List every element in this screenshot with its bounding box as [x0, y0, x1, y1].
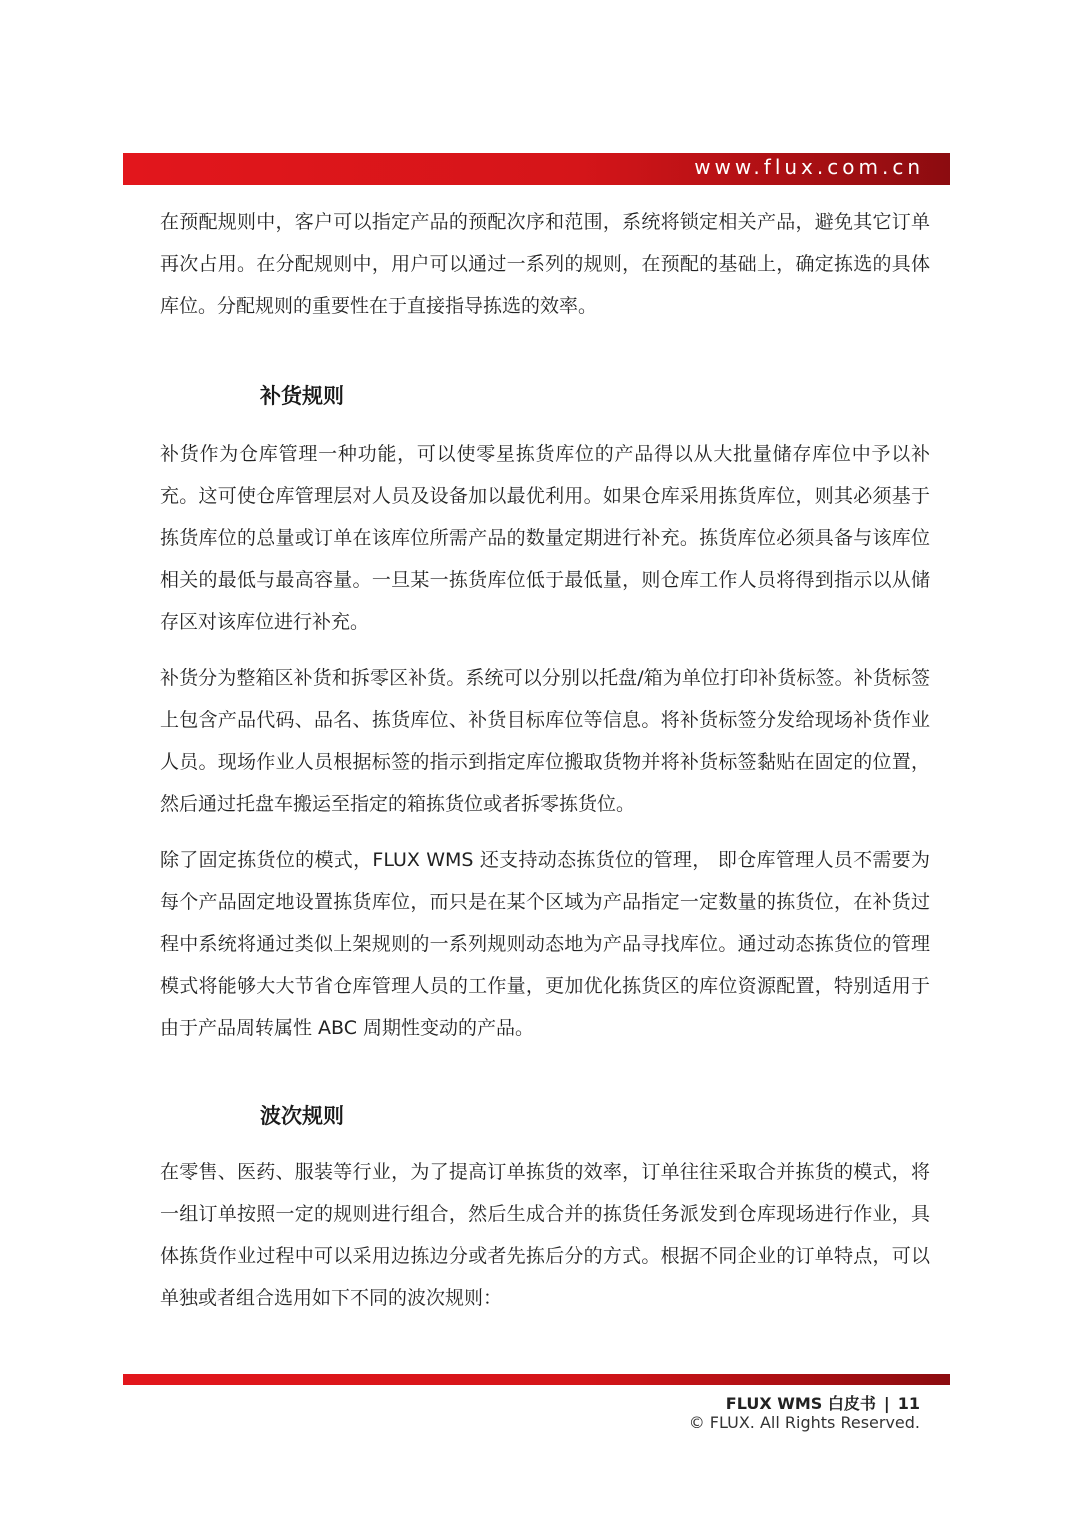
section-title-wave: 波次规则 [260, 1104, 344, 1128]
footer-doc-title [726, 1391, 920, 1414]
header-website: www.flux.com.cn [694, 155, 924, 179]
wave-paragraph: 在零售、医药、服装等行业，为了提高订单拣货的效率，订单往往采取合并拣货的模式，将一组订单按照一定的规则进行组合，然后生成合并的拣货任务派发到仓库现场进行作业，具体拣货作业过程中可以采用边拣边分或者先拣后分的方式。根据不同企业的订单特点，可以单独或者组合选用如下不同的波次规则： [160, 1161, 930, 1309]
page-content [160, 201, 930, 1319]
footer-title-text: FLUX WMS 白皮书 [725, 1394, 876, 1413]
replenishment-paragraph-3: 除了固定拣货位的模式，FLUX WMS 还支持动态拣货位的管理， 即仓库管理人员不需要为每个产品固定地设置拣货库位，而只是在某个区域为产品指定一定数量的拣货位，在补货过程中系统将通过类似上架规则的一系列规则动态地为产品寻找库位。通过动态拣货位的管理模式将能够大大节省仓库管理人员的工作量，更加优化拣货区的库位资源配置，特别适用于由于产品周转属性 ABC 周期性变动的产品。 [160, 849, 930, 1039]
header-bar [123, 153, 950, 185]
page-number: 11 [897, 1394, 920, 1413]
footer-separator: | [883, 1394, 890, 1413]
section-title-replenishment: 补货规则 [260, 384, 344, 408]
replenishment-paragraph-2: 补货分为整箱区补货和拆零区补货。系统可以分别以托盘/箱为单位打印补货标签。补货标签上包含产品代码、品名、拣货库位、补货目标库位等信息。将补货标签分发给现场补货作业人员。现场作业人员根据标签的指示到指定库位搬取货物并将补货标签黏贴在固定的位置，然后通过托盘车搬运至指定的箱拣货位或者拆零拣货位。 [160, 667, 930, 815]
footer-bar [123, 1374, 950, 1385]
intro-paragraph: 在预配规则中，客户可以指定产品的预配次序和范围，系统将锁定相关产品，避免其它订单再次占用。在分配规则中，用户可以通过一系列的规则，在预配的基础上，确定拣选的具体库位。分配规则的重要性在于直接指导拣选的效率。 [160, 211, 930, 317]
replenishment-paragraph-1: 补货作为仓库管理一种功能，可以使零星拣货库位的产品得以从大批量储存库位中予以补充。这可使仓库管理层对人员及设备加以最优利用。如果仓库采用拣货库位，则其必须基于拣货库位的总量或订单在该库位所需产品的数量定期进行补充。拣货库位必须具备与该库位相关的最低与最高容量。一旦某一拣货库位低于最低量，则仓库工作人员将得到指示以从储存区对该库位进行补充。 [160, 443, 930, 633]
footer-copyright: © FLUX. All Rights Reserved. [688, 1413, 920, 1432]
